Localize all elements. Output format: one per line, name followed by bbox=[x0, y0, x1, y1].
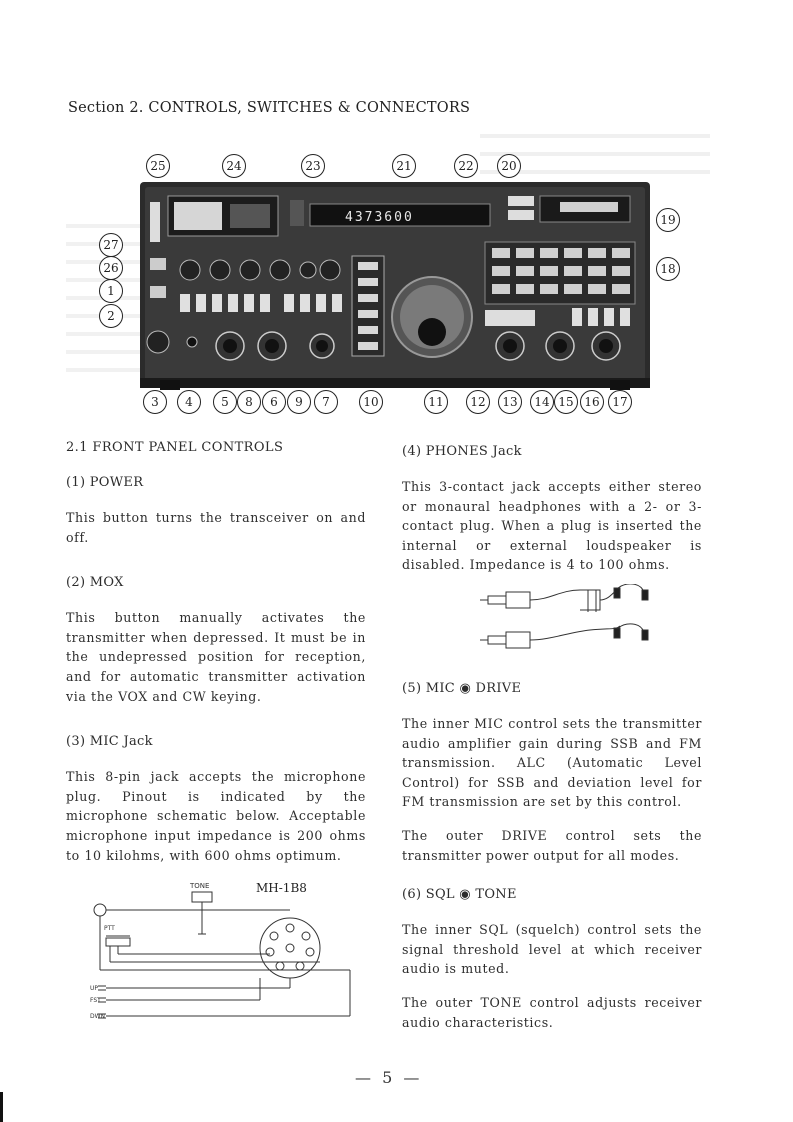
page-edge-mark bbox=[0, 1092, 3, 1122]
tone-label: TONE bbox=[190, 882, 210, 890]
item-text-power: This button turns the transceiver on and off. bbox=[66, 510, 366, 545]
callout-7: 7 bbox=[314, 390, 338, 414]
right-column bbox=[402, 440, 702, 1050]
callout-9: 9 bbox=[287, 390, 311, 414]
callout-13: 13 bbox=[498, 390, 522, 414]
callout-8: 8 bbox=[237, 390, 261, 414]
frequency-display: 4373600 bbox=[345, 210, 414, 225]
callout-17: 17 bbox=[608, 390, 632, 414]
section-heading: 2.1 FRONT PANEL CONTROLS bbox=[66, 440, 284, 455]
headphone-plugs-figure bbox=[478, 584, 668, 654]
item-text-mic-inner: The inner MIC control sets the transmitter audio amplifier gain during SSB and FM transmission. ALC (Automatic Level Control) for SSB and deviation level for FM transmission are set by this control. bbox=[402, 715, 702, 810]
ptt-label: PTT bbox=[104, 925, 115, 932]
callout-1: 1 bbox=[99, 279, 123, 303]
item-title-mic-jack: (3) MIC Jack bbox=[66, 734, 153, 750]
item-text-drive-outer: The outer DRIVE control sets the transmitter power output for all modes. bbox=[402, 827, 702, 863]
callout-20: 20 bbox=[497, 154, 521, 178]
callout-16: 16 bbox=[580, 390, 604, 414]
callout-21: 21 bbox=[392, 154, 416, 178]
callout-6: 6 bbox=[262, 390, 286, 414]
callout-14: 14 bbox=[530, 390, 554, 414]
item-text-sql-inner: The inner SQL (squelch) control sets the signal threshold level at which receiver audio is muted. bbox=[402, 922, 702, 977]
left-column bbox=[66, 440, 366, 883]
item-text-phones: This 3-contact jack accepts either stereo or monaural headphones with a 2- or 3-contact plug. When a plug is inserted the internal or external loudspeaker is disabled. Impedance is 4 to 100 ohms. bbox=[402, 479, 702, 573]
up-label: UP bbox=[90, 985, 99, 992]
callout-15: 15 bbox=[554, 390, 578, 414]
callout-22: 22 bbox=[454, 154, 478, 178]
fst-label: FST bbox=[90, 997, 101, 1004]
callout-2: 2 bbox=[99, 304, 123, 328]
item-title-mic-drive: (5) MIC ◉ DRIVE bbox=[402, 680, 522, 696]
item-text-mox: This button manually activates the transmitter when depressed. It must be in the undepressed position for reception, and for automatic transmitter activation via the VOX and CW keying. bbox=[66, 610, 366, 704]
callout-5: 5 bbox=[213, 390, 237, 414]
page-number: — 5 — bbox=[355, 1068, 423, 1087]
callout-25: 25 bbox=[146, 154, 170, 178]
callout-23: 23 bbox=[301, 154, 325, 178]
microphone-schematic bbox=[90, 878, 370, 1028]
item-title-mox: (2) MOX bbox=[66, 575, 124, 591]
schematic-model-label: MH-1B8 bbox=[256, 881, 307, 895]
callout-11: 11 bbox=[424, 390, 448, 414]
callout-27: 27 bbox=[99, 233, 123, 257]
item-text-mic-jack: This 8-pin jack accepts the microphone plug. Pinout is indicated by the microphone schematic below. Acceptable microphone input impedance is 200 ohms to 10 kilohms, with 600 ohms optimum. bbox=[66, 769, 366, 863]
section-title: Section 2. CONTROLS, SWITCHES & CONNECTORS bbox=[68, 100, 471, 116]
callout-10: 10 bbox=[359, 390, 383, 414]
callout-24: 24 bbox=[222, 154, 246, 178]
callout-18: 18 bbox=[656, 257, 680, 281]
item-title-power: (1) POWER bbox=[66, 475, 144, 490]
dwn-label: DWN bbox=[90, 1013, 106, 1020]
transceiver-front-panel-figure bbox=[140, 182, 650, 392]
item-title-phones: (4) PHONES Jack bbox=[402, 444, 522, 459]
callout-26: 26 bbox=[99, 256, 123, 280]
item-text-tone-outer: The outer TONE control adjusts receiver audio characteristics. bbox=[402, 994, 702, 1030]
callout-3: 3 bbox=[143, 390, 167, 414]
callout-12: 12 bbox=[466, 390, 490, 414]
callout-19: 19 bbox=[656, 208, 680, 232]
callout-4: 4 bbox=[177, 390, 201, 414]
item-title-sql-tone: (6) SQL ◉ TONE bbox=[402, 887, 517, 903]
